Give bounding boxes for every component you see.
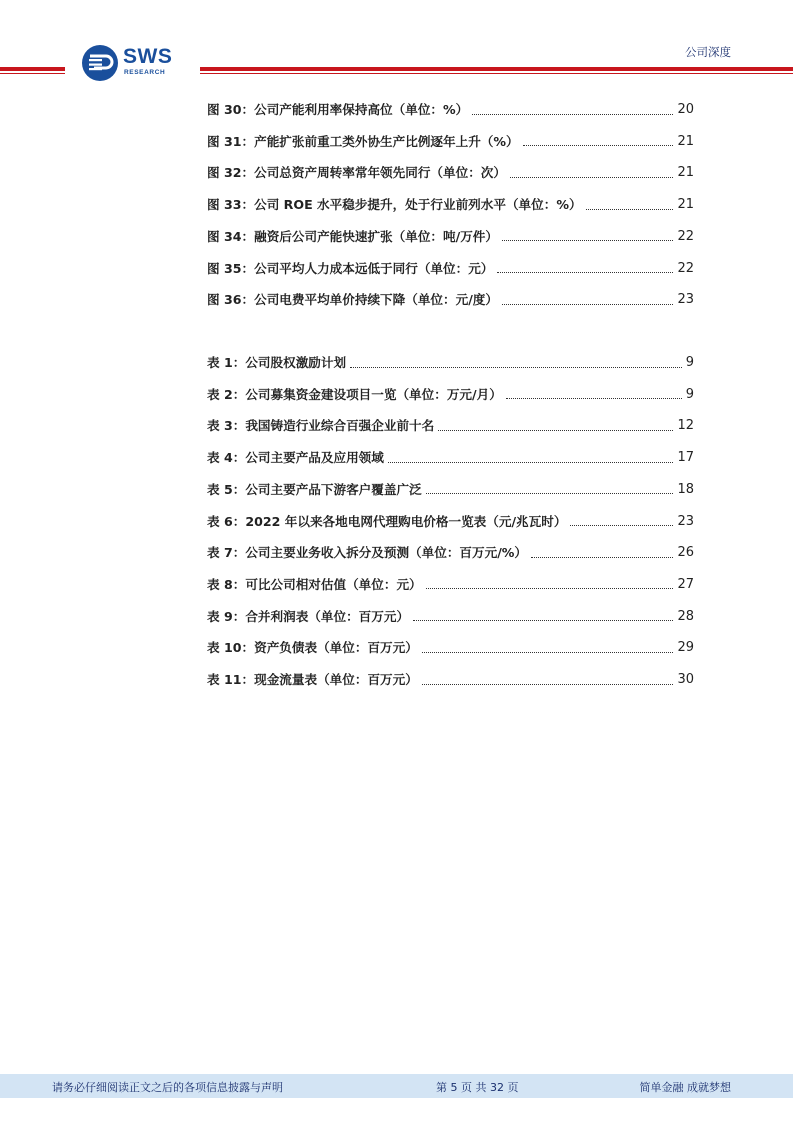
figure-index-entry-page: 22 — [677, 260, 694, 276]
header-rule-left — [0, 67, 65, 74]
footer-slogan: 简单金融 成就梦想 — [639, 1081, 731, 1094]
leader-dots — [502, 304, 673, 305]
table-index-entry-title: 表 1：公司股权激励计划 — [207, 355, 347, 370]
leader-dots — [350, 367, 682, 368]
leader-dots — [388, 462, 674, 463]
footer-page-number: 第 5 页 共 32 页 — [436, 1081, 519, 1094]
table-index-entry-title: 表 4：公司主要产品及应用领域 — [207, 450, 384, 466]
table-index-entry-page: 23 — [677, 513, 694, 529]
figure-index-entry-title: 图 30：公司产能利用率保持高位（单位：%） — [207, 102, 469, 117]
table-index-entry[interactable] — [207, 543, 694, 563]
sws-logo-icon — [80, 43, 120, 83]
sws-logo — [80, 43, 185, 83]
table-index-entry-title: 表 9：合并利润表（单位：百万元） — [207, 608, 410, 624]
figure-index-entry-title: 图 32：公司总资产周转率常年领先同行（单位：次） — [207, 165, 506, 181]
table-index-entry-title: 表 2：公司募集资金建设项目一览（单位：万元/月） — [207, 386, 502, 402]
table-index-entry[interactable] — [207, 670, 694, 690]
figure-index-entry[interactable] — [207, 163, 694, 183]
table-index-entry-page: 9 — [685, 355, 694, 370]
table-index-entry[interactable] — [207, 638, 694, 658]
table-index-entry-title: 表 5：公司主要产品下游客户覆盖广泛 — [207, 481, 422, 497]
figure-index-entry-page: 20 — [677, 102, 694, 117]
figure-index-entry-title: 图 34：融资后公司产能快速扩张（单位：吨/万件） — [207, 228, 498, 244]
table-index-entry-page: 27 — [677, 576, 694, 592]
table-index-entry-page: 29 — [677, 640, 694, 656]
table-index-entry[interactable] — [207, 448, 694, 468]
table-index-entry-page: 9 — [685, 386, 694, 402]
leader-dots — [422, 652, 674, 653]
leader-dots — [506, 398, 682, 399]
leader-dots — [413, 620, 673, 621]
table-index-entry[interactable] — [207, 512, 694, 532]
figure-index-entry[interactable] — [207, 259, 694, 279]
figure-index-entry-page: 23 — [677, 292, 694, 308]
table-index-entry-title: 表 8：可比公司相对估值（单位：元） — [207, 576, 422, 592]
table-index-entry-title: 表 3：我国铸造行业综合百强企业前十名 — [207, 418, 435, 434]
footer-disclaimer: 请务必仔细阅读正文之后的各项信息披露与声明 — [52, 1081, 283, 1094]
table-index-entry-title: 表 7：公司主要业务收入拆分及预测（单位：百万元/%） — [207, 545, 528, 561]
leader-dots — [422, 684, 674, 685]
leader-dots — [510, 177, 673, 178]
figure-index-entry[interactable] — [207, 195, 694, 215]
table-index-entry[interactable] — [207, 416, 694, 436]
table-index-entry-title: 表 11：现金流量表（单位：百万元） — [207, 672, 418, 687]
table-index-entry-title: 表 6：2022 年以来各地电网代理购电价格一览表（元/兆瓦时） — [207, 513, 567, 529]
leader-dots — [502, 240, 673, 241]
table-index-entry[interactable] — [207, 353, 694, 373]
figure-index-entry-page: 21 — [677, 197, 694, 213]
table-index-entry-page: 18 — [677, 481, 694, 497]
page-footer — [0, 1074, 793, 1098]
table-index-entry-page: 12 — [677, 418, 694, 434]
figure-index-entry-page: 22 — [677, 228, 694, 244]
figure-index-entry[interactable] — [207, 100, 694, 120]
leader-dots — [570, 525, 673, 526]
table-index-entry[interactable] — [207, 607, 694, 627]
leader-dots — [586, 209, 674, 210]
table-index-entry[interactable] — [207, 575, 694, 595]
leader-dots — [438, 430, 673, 431]
table-index-entry[interactable] — [207, 385, 694, 405]
figure-index-entry-title: 图 35：公司平均人力成本远低于同行（单位：元） — [207, 260, 494, 276]
figure-index-entry-title: 图 31：产能扩张前重工类外协生产比例逐年上升（%） — [207, 133, 519, 149]
figure-index-entry[interactable] — [207, 290, 694, 310]
leader-dots — [523, 145, 674, 146]
figure-index-entry-page: 21 — [677, 165, 694, 181]
leader-dots — [426, 588, 674, 589]
figure-index-entry-page: 21 — [677, 133, 694, 149]
leader-dots — [531, 557, 673, 558]
leader-dots — [497, 272, 673, 273]
table-index-entry-page: 26 — [677, 545, 694, 561]
header-rule-right — [200, 67, 793, 74]
table-index-entry-page: 28 — [677, 608, 694, 624]
figure-index-entry[interactable] — [207, 132, 694, 152]
logo-wordmark: SWS — [123, 45, 173, 68]
logo-subtitle: RESEARCH — [124, 69, 166, 76]
table-index-entry-title: 表 10：资产负债表（单位：百万元） — [207, 640, 418, 656]
figure-index-entry-title: 图 33：公司 ROE 水平稳步提升，处于行业前列水平（单位：%） — [207, 197, 582, 213]
table-index-entry-page: 30 — [677, 672, 694, 687]
leader-dots — [472, 114, 673, 115]
figure-index-entry-title: 图 36：公司电费平均单价持续下降（单位：元/度） — [207, 292, 498, 308]
table-index-entry-page: 17 — [677, 450, 694, 466]
doc-type-label: 公司深度 — [685, 45, 731, 59]
leader-dots — [426, 493, 674, 494]
figure-index-entry[interactable] — [207, 227, 694, 247]
table-index-entry[interactable] — [207, 480, 694, 500]
